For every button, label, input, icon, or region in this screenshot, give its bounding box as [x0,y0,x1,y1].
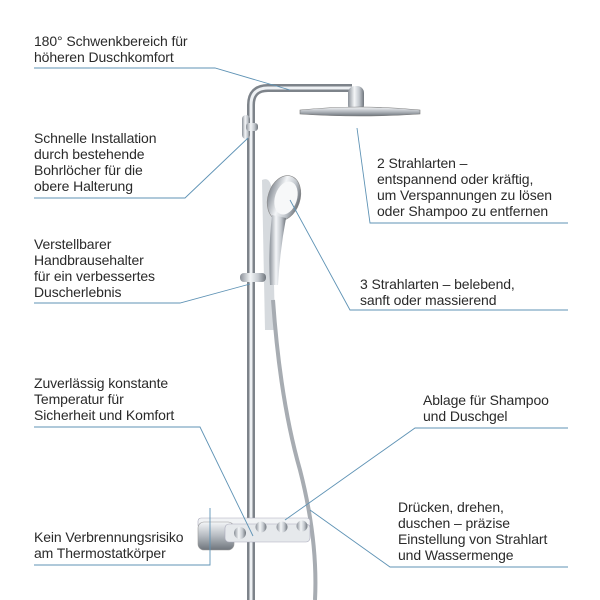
callout-line: Drücken, drehen, [398,499,504,515]
callout-line: und Wassermenge [398,547,514,563]
callout-head-shower [377,155,552,219]
callout-line: um Verspannungen zu lösen [377,187,552,203]
callout-shelf [423,392,549,424]
callout-line: Kein Verbrennungsrisiko [34,529,184,545]
callout-line: Schnelle Installation [34,130,157,146]
callout-line: entspannend oder kräftig, [377,171,534,187]
callout-temperature [34,375,174,423]
callout-line: Handbrausehalter [34,252,144,268]
callout-line: Bohrlöcher für die [34,162,143,178]
callout-line: 3 Strahlarten – belebend, [360,276,515,292]
callout-line: obere Halterung [34,178,133,194]
callout-line: sanft oder massierend [360,292,497,308]
callout-line: Sicherheit und Komfort [34,407,175,423]
callout-line: Verstellbarer [34,236,112,252]
callout-installation [34,130,156,194]
callout-line: Einstellung von Strahlart [398,531,548,547]
callout-line: durch bestehende [34,146,145,162]
callout-hand-shower-holder [34,236,155,300]
slider-holder [240,273,266,282]
callout-line: höheren Duschkomfort [34,49,174,65]
callout-line: 180° Schwenkbereich für [34,33,188,49]
callout-burn-protection [34,529,183,561]
callout-line: Duscherlebnis [34,284,122,300]
callout-line: und Duschgel [423,408,508,424]
callout-line: Zuverlässig konstante [34,375,169,391]
temperature-knob [234,527,246,539]
callout-line: 2 Strahlarten – [377,155,468,171]
button-2 [277,522,288,533]
callout-line: duschen – präzise [398,515,510,531]
callout-line: für ein verbessertes [34,268,155,284]
callout-buttons [398,499,547,563]
callout-line: Ablage für Shampoo [423,392,549,408]
hose [273,300,315,600]
callout-line: oder Shampoo zu entfernen [377,203,549,219]
button-3 [297,521,308,532]
callout-swivel-range [34,33,188,65]
callout-line: am Thermostatkörper [34,545,166,561]
callout-line: Temperatur für [34,391,124,407]
button-1 [256,522,267,533]
callout-hand-shower [360,276,515,308]
